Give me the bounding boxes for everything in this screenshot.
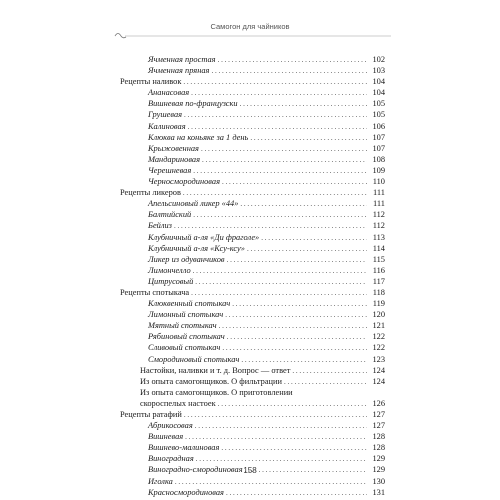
toc-entry-title: Лимонный спотыкач bbox=[148, 310, 224, 320]
toc-entry bbox=[120, 198, 385, 209]
toc-leader-dots bbox=[226, 488, 367, 499]
toc-entry bbox=[120, 342, 385, 353]
toc-entry-page: 127 bbox=[372, 421, 385, 431]
toc-entry-title: Ликер из одуванчиков bbox=[148, 254, 225, 264]
toc-entry bbox=[120, 243, 385, 254]
toc-entry-title: Рябиновый спотыкач bbox=[148, 332, 225, 342]
toc-entry bbox=[120, 298, 385, 309]
toc-entry-title: Вишнево-малиновая bbox=[148, 443, 220, 453]
toc-entry bbox=[120, 121, 385, 132]
toc-entry-page: 128 bbox=[372, 443, 385, 453]
toc-entry bbox=[120, 132, 385, 143]
toc-entry bbox=[120, 143, 385, 154]
toc-entry bbox=[120, 165, 385, 176]
toc-entry bbox=[120, 109, 385, 120]
toc-entry-page: 123 bbox=[372, 354, 385, 364]
toc-entry-title: Грушевая bbox=[148, 110, 183, 120]
toc-entry-page: 131 bbox=[372, 487, 385, 497]
toc-entry-title: Мандариновая bbox=[148, 154, 200, 164]
header-ornament-divider bbox=[113, 30, 393, 40]
toc-entry bbox=[120, 265, 385, 276]
toc-entry-page: 107 bbox=[372, 132, 385, 142]
toc-entry-page: 112 bbox=[372, 221, 385, 231]
toc-entry bbox=[120, 98, 385, 109]
toc-leader-dots bbox=[219, 321, 367, 332]
toc-entry-page: 118 bbox=[372, 287, 385, 297]
toc-entry-page: 117 bbox=[372, 276, 385, 286]
toc-leader-dots bbox=[202, 155, 367, 166]
toc-entry-title: Черешневая bbox=[148, 165, 192, 175]
toc-entry-page: 107 bbox=[372, 143, 385, 153]
toc-entry-title: Лимончелло bbox=[148, 265, 191, 275]
toc-entry-page: 126 bbox=[372, 398, 385, 408]
toc-entry-page: 124 bbox=[372, 365, 385, 375]
running-header: Самогон для чайников bbox=[210, 22, 290, 31]
toc-leader-dots bbox=[247, 244, 367, 255]
page-number: 158 bbox=[243, 466, 257, 475]
toc-entry bbox=[120, 176, 385, 187]
toc-entry-title: Крыжовенная bbox=[148, 143, 199, 153]
toc-entry bbox=[120, 54, 385, 65]
toc-entry bbox=[120, 453, 385, 464]
toc-leader-dots bbox=[211, 66, 367, 77]
toc-entry-page: 128 bbox=[372, 432, 385, 442]
toc-entry-title: Апельсиновый ликер «44» bbox=[148, 199, 239, 209]
toc-leader-dots bbox=[221, 443, 367, 454]
toc-entry-page: 111 bbox=[373, 199, 385, 209]
toc-entry-page: 108 bbox=[372, 154, 385, 164]
toc-entry bbox=[120, 187, 385, 198]
toc-entry-title: скороспелых настоек bbox=[140, 398, 216, 408]
toc-leader-dots bbox=[184, 410, 367, 421]
toc-entry-title: Клубничный а-ля «Ксу-ксу» bbox=[148, 243, 245, 253]
toc-entry bbox=[120, 65, 385, 76]
toc-entry-title: Калиновая bbox=[148, 121, 186, 131]
toc-entry-page: 111 bbox=[373, 188, 385, 198]
toc-leader-dots bbox=[183, 77, 367, 88]
toc-entry-title: Красносмородиновая bbox=[148, 487, 224, 497]
toc-entry-title: Виноградная bbox=[148, 454, 194, 464]
toc-entry-title: Настойки, наливки и т. д. Вопрос — ответ bbox=[140, 365, 291, 375]
toc-entry-title: Сливовый спотыкач bbox=[148, 343, 221, 353]
toc-leader-dots bbox=[195, 277, 367, 288]
toc-leader-dots bbox=[184, 110, 367, 121]
toc-entry bbox=[120, 431, 385, 442]
toc-entry bbox=[120, 409, 385, 420]
toc-entry-title: Абрикосовая bbox=[148, 421, 193, 431]
toc-leader-dots bbox=[225, 310, 367, 321]
toc-leader-dots bbox=[261, 233, 367, 244]
toc-entry-page: 109 bbox=[372, 165, 385, 175]
toc-entry bbox=[120, 87, 385, 98]
toc-entry-page: 120 bbox=[372, 310, 385, 320]
toc-leader-dots bbox=[227, 332, 367, 343]
toc-leader-dots bbox=[284, 377, 367, 388]
toc-entry bbox=[120, 254, 385, 265]
toc-entry-title: Смородиновый спотыкач bbox=[148, 354, 240, 364]
toc-leader-dots bbox=[240, 199, 367, 210]
toc-entry-page: 129 bbox=[372, 454, 385, 464]
toc-entry-title: Клубничный а-ля «Ди фраголе» bbox=[148, 232, 260, 242]
toc-leader-dots bbox=[240, 99, 367, 110]
toc-leader-dots bbox=[222, 343, 367, 354]
toc-entry-page: 121 bbox=[372, 321, 385, 331]
toc-entry-title: Вишневая bbox=[148, 432, 184, 442]
toc-entry-page: 130 bbox=[372, 476, 385, 486]
toc-entry-page: 104 bbox=[372, 77, 385, 87]
toc-entry-title: Рецепты наливок bbox=[120, 77, 182, 87]
toc-entry-title: Иголка bbox=[148, 476, 173, 486]
toc-entry-title: Черносмородиновая bbox=[148, 177, 220, 187]
toc-entry bbox=[120, 320, 385, 331]
toc-entry bbox=[120, 232, 385, 243]
toc-entry-title: Виноградно-смородиновая bbox=[148, 465, 243, 475]
toc-entry-page: 115 bbox=[372, 254, 385, 264]
toc-entry-page: 114 bbox=[372, 243, 385, 253]
toc-leader-dots bbox=[232, 299, 367, 310]
table-of-contents bbox=[120, 54, 385, 498]
toc-leader-dots bbox=[292, 366, 367, 377]
toc-entry-title: Бейлиз bbox=[148, 221, 172, 231]
toc-entry bbox=[120, 76, 385, 87]
toc-entry-title: Клюквенный спотыкач bbox=[148, 299, 231, 309]
toc-leader-dots bbox=[193, 266, 367, 277]
toc-entry-page: 119 bbox=[372, 299, 385, 309]
toc-entry bbox=[120, 365, 385, 376]
toc-entry bbox=[120, 387, 385, 398]
toc-entry bbox=[120, 376, 385, 387]
toc-entry bbox=[120, 354, 385, 365]
toc-leader-dots bbox=[222, 177, 367, 188]
toc-entry-page: 122 bbox=[372, 332, 385, 342]
toc-entry-title: Ячменная простая bbox=[148, 55, 216, 64]
toc-leader-dots bbox=[218, 55, 367, 66]
toc-entry-page: 113 bbox=[372, 232, 385, 242]
toc-entry bbox=[120, 331, 385, 342]
toc-entry-page: 106 bbox=[372, 121, 385, 131]
toc-entry-page: 104 bbox=[372, 88, 385, 98]
toc-entry bbox=[120, 487, 385, 498]
toc-entry-page: 127 bbox=[372, 410, 385, 419]
toc-entry-title: Ананасовая bbox=[148, 88, 190, 98]
toc-entry-page: 122 bbox=[372, 343, 385, 353]
toc-entry bbox=[120, 420, 385, 431]
toc-entry-title: Из опыта самогонщиков. О фильтрации bbox=[140, 376, 282, 386]
toc-entry bbox=[120, 309, 385, 320]
toc-entry bbox=[120, 287, 385, 298]
toc-entry bbox=[120, 154, 385, 165]
toc-leader-dots bbox=[227, 255, 367, 266]
toc-entry-title: Цитрусовый bbox=[148, 276, 194, 286]
toc-entry-title: Клюква на коньяке за 1 день bbox=[148, 132, 249, 142]
toc-leader-dots bbox=[195, 421, 367, 432]
toc-entry-title: Рецепты ратафий bbox=[120, 410, 182, 419]
toc-entry-page: 116 bbox=[372, 265, 385, 275]
toc-leader-dots bbox=[250, 133, 367, 144]
toc-entry-title: Балтийский bbox=[148, 210, 192, 220]
toc-entry bbox=[120, 476, 385, 487]
toc-entry-page: 129 bbox=[372, 465, 385, 475]
toc-entry-title: Рецепты ликеров bbox=[120, 188, 181, 198]
toc-leader-dots bbox=[201, 144, 367, 155]
toc-entry-title: Мятный спотыкач bbox=[148, 321, 217, 331]
toc-entry-page: 124 bbox=[372, 376, 385, 386]
toc-leader-dots bbox=[193, 210, 367, 221]
toc-entry-page: 105 bbox=[372, 99, 385, 109]
toc-entry-title: Рецепты спотыкача bbox=[120, 287, 190, 297]
toc-entry-page: 103 bbox=[372, 66, 385, 76]
toc-entry-page: 110 bbox=[372, 177, 385, 187]
toc-entry bbox=[120, 398, 385, 409]
toc-entry-page: 112 bbox=[372, 210, 385, 220]
toc-entry bbox=[120, 276, 385, 287]
toc-entry-title: Вишневая по-французски bbox=[148, 99, 238, 109]
toc-entry bbox=[120, 220, 385, 231]
toc-entry bbox=[120, 442, 385, 453]
toc-entry-title: Ячменная пряная bbox=[148, 66, 210, 76]
toc-entry bbox=[120, 209, 385, 220]
toc-leader-dots bbox=[218, 399, 367, 410]
toc-entry-title: Из опыта самогонщиков. О приготовлении bbox=[140, 387, 293, 397]
toc-entry-page: 102 bbox=[372, 55, 385, 64]
toc-entry-page: 105 bbox=[372, 110, 385, 120]
